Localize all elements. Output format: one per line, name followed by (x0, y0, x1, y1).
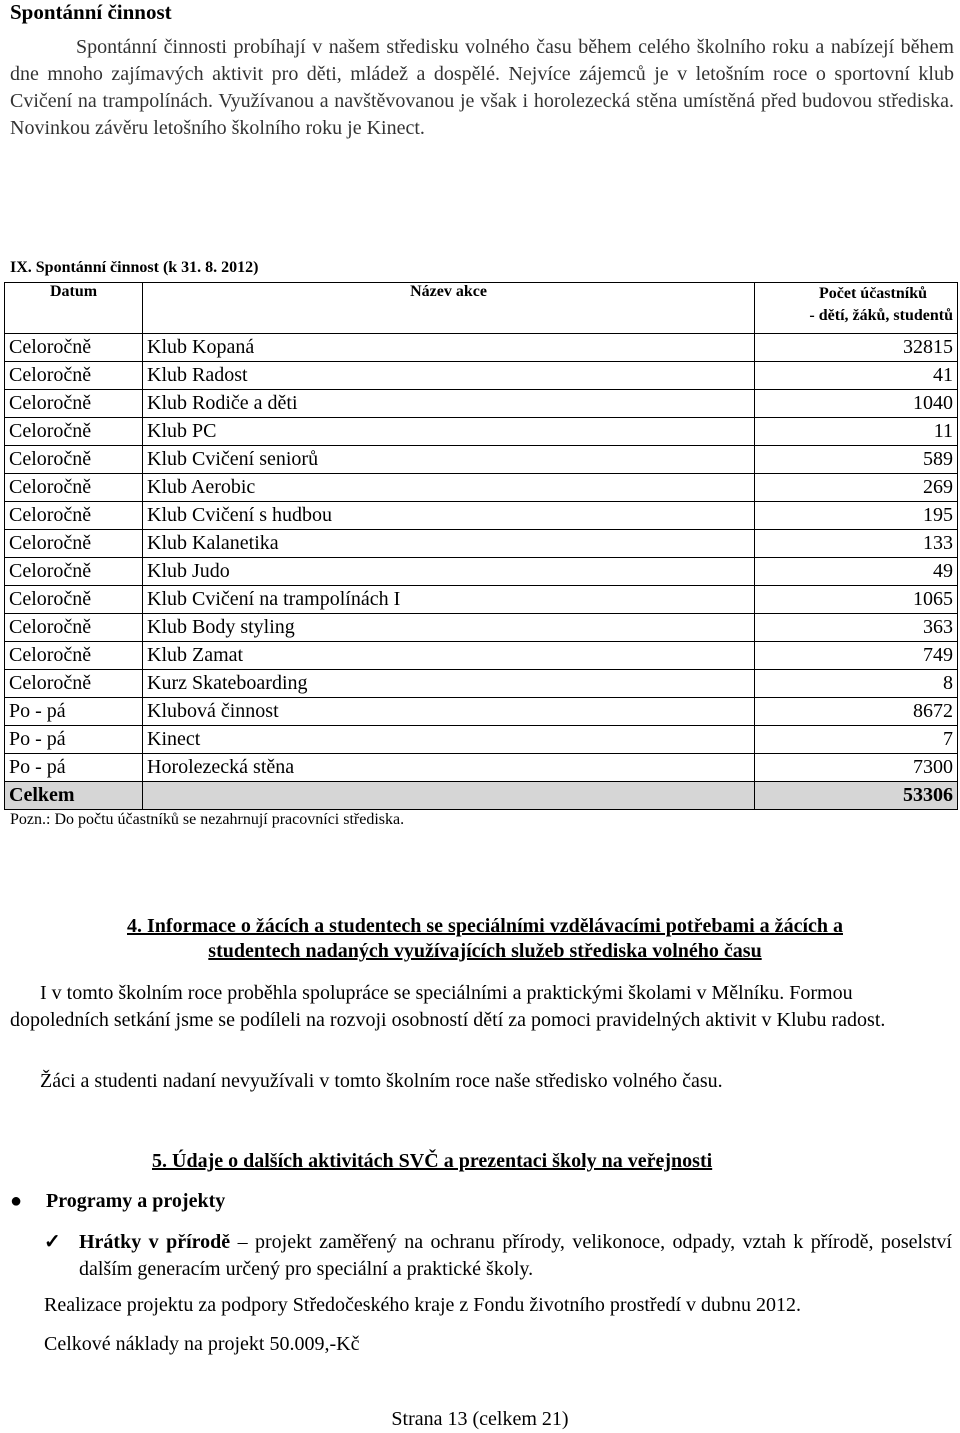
table-row (5, 334, 958, 362)
cell-date: Celoročně (5, 670, 143, 698)
cell-date: Celoročně (5, 418, 143, 446)
cell-date: Po - pá (5, 726, 143, 754)
cell-name: Klub Cvičení na trampolínách I (143, 586, 755, 614)
project-name: Hrátky v přírodě (79, 1231, 231, 1253)
page-footer: Strana 13 (celkem 21) (391, 1408, 569, 1430)
cell-date: Po - pá (5, 698, 143, 726)
section4-heading (40, 914, 930, 964)
cell-date: Celoročně (5, 390, 143, 418)
table-row (5, 418, 958, 446)
table-body (5, 334, 958, 810)
header-count-line2: - dětí, žáků, studentů (809, 307, 953, 324)
cell-count: 269 (755, 474, 958, 502)
total-empty-cell (143, 782, 755, 810)
cell-name: Klubová činnost (143, 698, 755, 726)
section4-heading-line1: 4. Informace o žácích a studentech se speciálními vzdělávacími potřebami a žácích a (127, 915, 843, 937)
cell-name: Klub Zamat (143, 642, 755, 670)
section5-heading: 5. Údaje o dalších aktivitách SVČ a prezentaci školy na veřejnosti (152, 1150, 713, 1172)
section4-paragraph-1: I v tomto školním roce proběhla spolupráce se speciálními a praktickými školami v Mělníku. Formou dopoledních setkání jsme se podíleli na rozvoji osobností dětí za pomoci pravidelných aktivit v Klubu radost. (10, 982, 886, 1031)
programs-label: Programy a projekty (46, 1190, 226, 1212)
table-row (5, 474, 958, 502)
cell-date: Celoročně (5, 334, 143, 362)
cell-count: 1065 (755, 586, 958, 614)
cell-date: Celoročně (5, 586, 143, 614)
cell-count: 8672 (755, 698, 958, 726)
cell-count: 41 (755, 362, 958, 390)
cell-count: 8 (755, 670, 958, 698)
table-row (5, 754, 958, 782)
cell-count: 589 (755, 446, 958, 474)
header-name: Název akce (143, 283, 755, 334)
table-total-row (5, 782, 958, 810)
intro-paragraph: Spontánní činnosti probíhají v našem středisku volného času během celého školního roku a nabízejí během dne mnoho zajímavých aktivit pro děti, mládež a dospělé. Nejvíce zájemců je v letošním roce o sportovní klub Cvičení na trampolínách. Využívanou a navštěvovanou je však i horolezecká stěna umístěná před budovou střediska. Novinkou závěru letošního školního roku je Kinect. (10, 36, 954, 139)
cell-date: Celoročně (5, 362, 143, 390)
bullet-dot-icon: ● (10, 1190, 23, 1212)
cell-date: Celoročně (5, 474, 143, 502)
cell-name: Kinect (143, 726, 755, 754)
total-count: 53306 (755, 782, 958, 810)
table-row (5, 446, 958, 474)
cell-name: Kurz Skateboarding (143, 670, 755, 698)
project-text (79, 1229, 952, 1283)
table-header-row (5, 283, 958, 334)
table-row (5, 726, 958, 754)
cell-name: Klub Kopaná (143, 334, 755, 362)
cell-count: 1040 (755, 390, 958, 418)
project-item (44, 1229, 952, 1283)
table-row (5, 642, 958, 670)
table-row (5, 586, 958, 614)
cell-date: Celoročně (5, 558, 143, 586)
cell-name: Klub Kalanetika (143, 530, 755, 558)
table-row (5, 670, 958, 698)
cell-count: 195 (755, 502, 958, 530)
cell-name: Klub PC (143, 418, 755, 446)
page-heading: Spontánní činnost (10, 0, 172, 24)
total-label: Celkem (5, 782, 143, 810)
cell-name: Klub Judo (143, 558, 755, 586)
table-title: IX. Spontánní činnost (k 31. 8. 2012) (10, 259, 259, 276)
cell-count: 49 (755, 558, 958, 586)
table-row (5, 614, 958, 642)
cell-name: Horolezecká stěna (143, 754, 755, 782)
table-row (5, 502, 958, 530)
cell-name: Klub Rodiče a děti (143, 390, 755, 418)
cell-name: Klub Cvičení seniorů (143, 446, 755, 474)
cell-count: 11 (755, 418, 958, 446)
cell-date: Po - pá (5, 754, 143, 782)
cell-name: Klub Radost (143, 362, 755, 390)
table-row (5, 390, 958, 418)
header-date: Datum (5, 283, 143, 334)
cost-paragraph: Celkové náklady na projekt 50.009,-Kč (44, 1333, 360, 1355)
header-count-line1: Počet účastníků (819, 285, 927, 302)
cell-count: 749 (755, 642, 958, 670)
cell-date: Celoročně (5, 446, 143, 474)
cell-name: Klub Aerobic (143, 474, 755, 502)
table-row (5, 698, 958, 726)
programs-bullet (10, 1190, 225, 1213)
cell-date: Celoročně (5, 614, 143, 642)
cell-name: Klub Body styling (143, 614, 755, 642)
cell-date: Celoročně (5, 530, 143, 558)
header-count (755, 283, 958, 334)
table-row (5, 362, 958, 390)
cell-date: Celoročně (5, 502, 143, 530)
table-note: Pozn.: Do počtu účastníků se nezahrnují pracovníci střediska. (10, 811, 405, 828)
cell-count: 7 (755, 726, 958, 754)
activity-table (4, 282, 958, 810)
checkmark-icon: ✓ (44, 1231, 61, 1253)
cell-date: Celoročně (5, 642, 143, 670)
cell-count: 363 (755, 614, 958, 642)
cell-count: 7300 (755, 754, 958, 782)
cell-count: 32815 (755, 334, 958, 362)
cell-count: 133 (755, 530, 958, 558)
table-row (5, 558, 958, 586)
section4-heading-line2: studentech nadaných využívajících služeb střediska volného času (208, 940, 762, 962)
funding-paragraph: Realizace projektu za podpory Středočeského kraje z Fondu životního prostředí v dubnu 2012. (44, 1294, 802, 1316)
section4-paragraph-2: Žáci a studenti nadaní nevyužívali v tomto školním roce naše středisko volného času. (40, 1070, 723, 1092)
cell-name: Klub Cvičení s hudbou (143, 502, 755, 530)
project-description: – projekt zaměřený na ochranu přírody, velikonoce, odpady, vztah k přírodě, poselství dalším generacím určený pro speciální a praktické školy. (79, 1231, 952, 1280)
table-row (5, 530, 958, 558)
